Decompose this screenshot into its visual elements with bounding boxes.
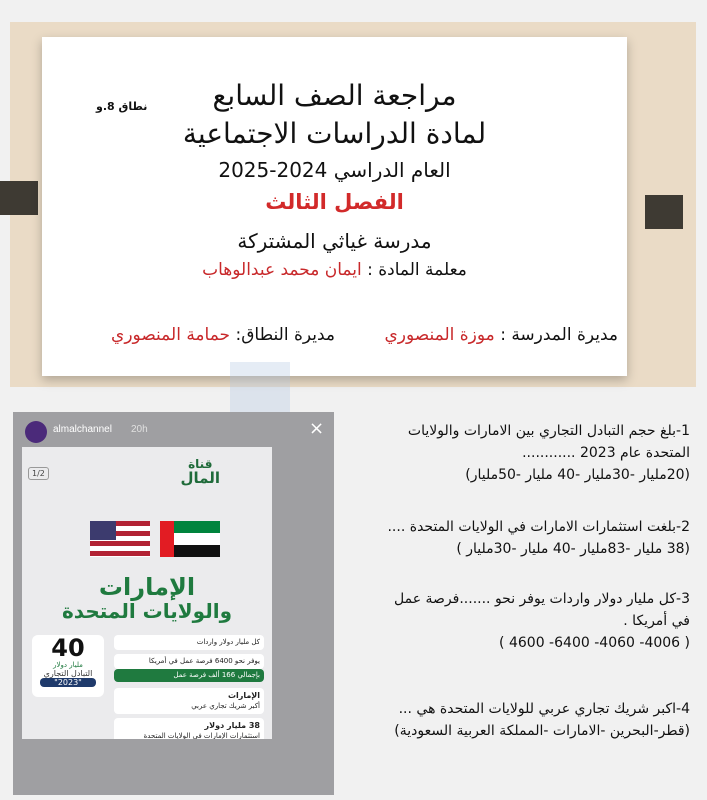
trade-volume-caption: التبادل التجاري: [43, 669, 93, 678]
school-manager-label: مديرة المدرسة :: [500, 325, 618, 345]
trade-volume-number: 40: [51, 634, 85, 662]
question-2-options: (38 مليار -83مليار -40 مليار -30مليار ): [456, 541, 690, 557]
cover-page: [42, 37, 627, 376]
academic-year: العام الدراسي 2024-2025: [218, 158, 451, 182]
stat-investment-text: استثمارات الإمارات في الولايات المتحدة: [143, 732, 260, 739]
close-icon[interactable]: ×: [309, 418, 325, 439]
title-line-2: لمادة الدراسات الاجتماعية: [182, 117, 487, 150]
question-3: [340, 588, 690, 654]
question-1-text: 1-بلغ حجم التبادل التجاري بين الامارات والولايات: [407, 423, 690, 439]
stat-partner-title: الإمارات: [227, 691, 260, 700]
headline-line-1: الإمارات: [98, 573, 196, 601]
question-1-options: (20مليار -30مليار -40 مليار -50مليار): [465, 467, 690, 483]
channel-avatar[interactable]: [25, 421, 47, 443]
uae-flag-icon: [160, 521, 220, 557]
channel-name[interactable]: almalchannel: [53, 424, 112, 435]
teacher-line: [42, 260, 627, 280]
question-4-text: 4-اكبر شريك تجاري عربي للولايات المتحدة هي ...: [398, 701, 690, 717]
zone-code: نطاق 8.و: [96, 100, 148, 113]
stat-total-jobs: بإجمالي 166 ألف فرصة عمل: [114, 669, 264, 682]
story-time: 20h: [131, 424, 148, 435]
school-manager-name: موزة المنصوري: [384, 325, 495, 345]
brand-line-2: المال: [180, 469, 220, 487]
school-manager: [384, 325, 618, 345]
stat-jobs: يوفر نحو 6400 فرصة عمل في أمريكا: [114, 654, 264, 669]
question-2: [340, 516, 690, 560]
trade-volume-card: [32, 635, 104, 697]
headline-line-2: والولايات المتحدة: [61, 599, 233, 623]
teacher-name: ايمان محمد عبدالوهاب: [202, 260, 362, 280]
question-3-options: ( 4006- 4060- 6400- 4600 ): [499, 635, 690, 651]
story-screenshot: [13, 412, 334, 795]
binder-tab-left: [0, 181, 38, 215]
title-line-1: مراجعة الصف السابع: [212, 79, 457, 112]
question-4: [340, 698, 690, 742]
question-1: [340, 420, 690, 486]
teacher-label: معلمة المادة :: [367, 260, 467, 280]
question-1-text-cont: المتحدة عام 2023 ............: [522, 445, 690, 461]
question-3-text-cont: في أمريكا .: [623, 613, 690, 629]
stat-list: [114, 635, 264, 739]
brand-line-1: قناة: [188, 457, 213, 471]
stat-investment-title: 38 مليار دولار: [204, 721, 260, 730]
trade-volume-unit: مليار دولار: [53, 661, 83, 669]
trade-volume-year: "2023": [40, 678, 96, 687]
us-flag-icon: [90, 521, 150, 557]
question-3-text: 3-كل مليار دولار واردات يوفر نحو .......فرصة عمل: [394, 591, 690, 607]
brand-logo: [181, 457, 220, 485]
term: الفصل الثالث: [265, 190, 404, 214]
binder-tab-right: [645, 195, 683, 229]
school-name: مدرسة غياثي المشتركة: [237, 229, 432, 253]
stat-imports: كل مليار دولار واردات: [114, 635, 264, 650]
zone-manager-label: مديرة النطاق:: [235, 325, 335, 345]
infographic-poster: [22, 447, 272, 739]
zone-manager: [111, 325, 335, 345]
stat-investment-card: [114, 718, 264, 739]
zone-manager-name: حمامة المنصوري: [111, 325, 231, 345]
flags-graphic: [90, 509, 220, 569]
stat-partner-card: [114, 688, 264, 714]
page-counter: 1/2: [28, 467, 49, 480]
question-4-options: (قطر-البحرين -الامارات -المملكة العربية السعودية): [394, 723, 690, 739]
question-2-text: 2-بلغت استثمارات الامارات في الولايات المتحدة ....: [387, 519, 690, 535]
stat-partner-text: أكبر شريك تجاري عربي: [191, 702, 260, 710]
